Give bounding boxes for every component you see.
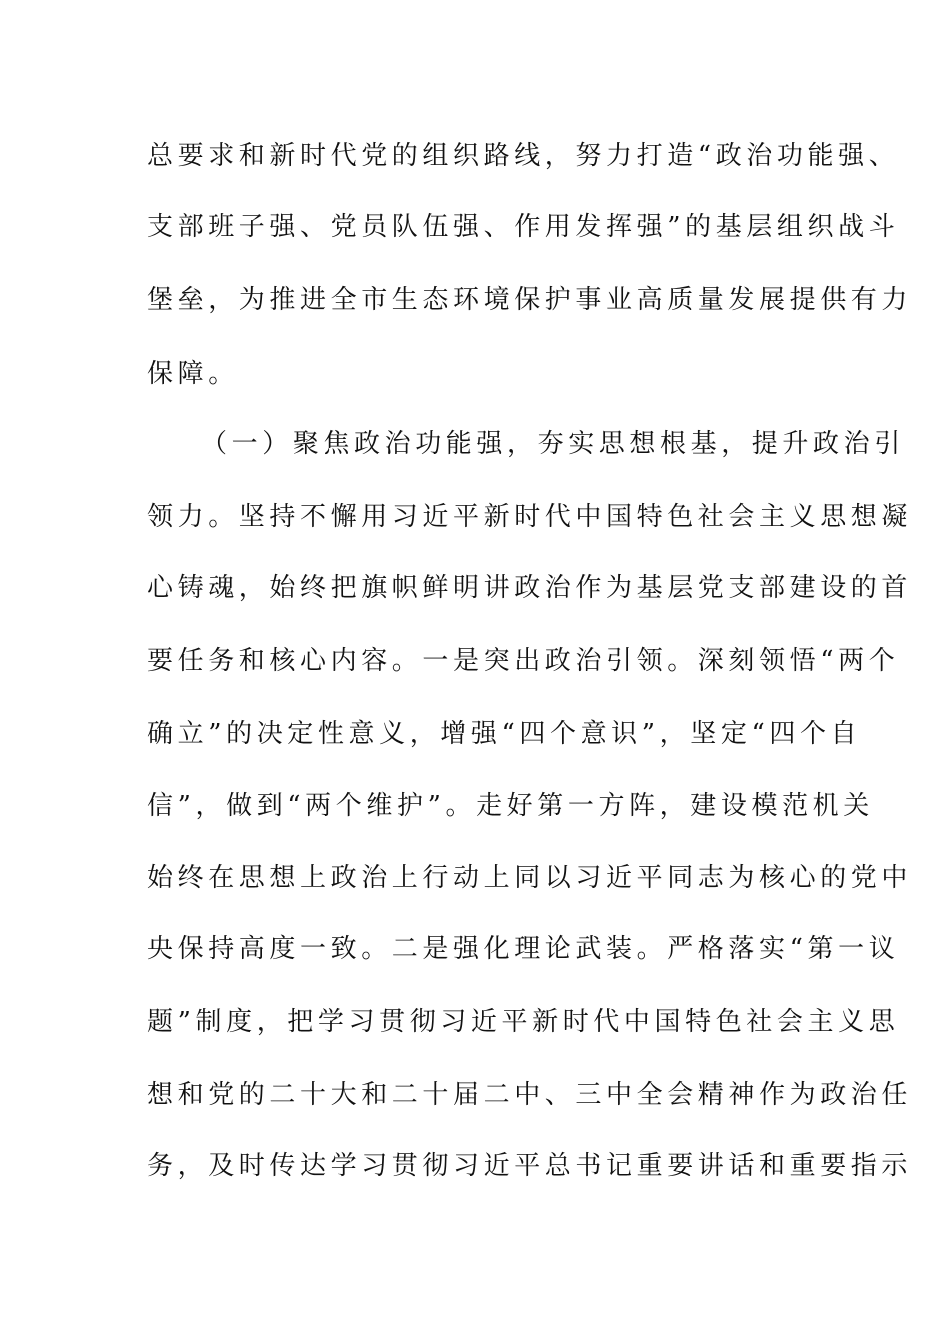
text-line-1: 总要求和新时代党的组织路线，努力打造“政治功能强、 [147,141,900,171]
text-line-6: 领力。坚持不懈用习近平新时代中国特色社会主义思想凝 [147,502,913,532]
text-line-4: 保障。 [147,359,239,389]
text-line-3: 堡垒，为推进全市生态环境保护事业高质量发展提供有力 [147,285,913,315]
text-line-12: 央保持高度一致。二是强化理论武装。严格落实“第一议 [147,934,900,964]
section-heading-line: （一）聚焦政治功能强，夯实思想根基，提升政治引 [201,429,905,459]
text-line-10: 信”，做到“两个维护”。走好第一方阵，建设模范机关 [147,791,874,821]
text-line-14: 想和党的二十大和二十届二中、三中全会精神作为政治任 [147,1080,913,1110]
text-line-7: 心铸魂，始终把旗帜鲜明讲政治作为基层党支部建设的首 [147,573,913,603]
text-line-15: 务，及时传达学习贯彻习近平总书记重要讲话和重要指示 [147,1151,913,1181]
text-line-2: 支部班子强、党员队伍强、作用发挥强”的基层组织战斗 [147,212,900,242]
text-line-8: 要任务和核心内容。一是突出政治引领。深刻领悟“两个 [147,646,900,676]
text-line-9: 确立”的决定性意义，增强“四个意识”，坚定“四个自 [147,719,862,749]
text-line-11: 始终在思想上政治上行动上同以习近平同志为核心的党中 [147,863,913,893]
text-line-13: 题”制度，把学习贯彻习近平新时代中国特色社会主义思 [147,1007,900,1037]
